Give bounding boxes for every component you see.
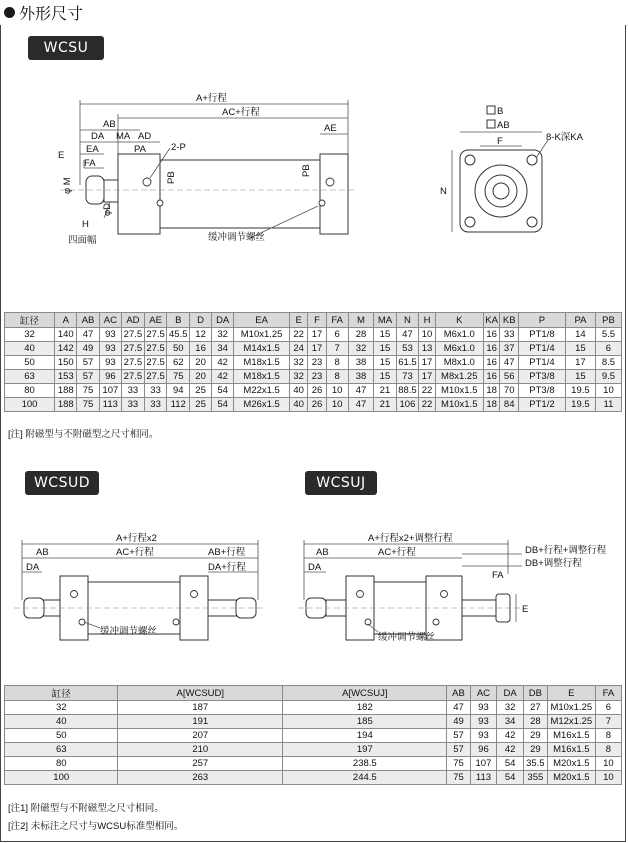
table-header-cell: N (396, 313, 419, 328)
table-header-cell: EA (234, 313, 290, 328)
table-cell: 8 (595, 729, 621, 743)
dim-fa: FA (84, 158, 96, 169)
table-cell: 47 (348, 398, 374, 412)
table-cell: 9.5 (595, 370, 621, 384)
table-cell: 50 (5, 356, 55, 370)
table-cell: 8 (326, 370, 348, 384)
table-cell: 47 (447, 701, 470, 715)
wcsud-dim-da-stroke: DA+行程 (208, 562, 246, 573)
table-cell: 22 (419, 384, 436, 398)
table-cell: 257 (118, 757, 283, 771)
table-cell: 188 (55, 384, 77, 398)
table-cell: 26 (308, 398, 326, 412)
table-row (5, 715, 622, 729)
table-header-cell: DA (497, 686, 523, 701)
table-cell: 80 (5, 384, 55, 398)
wcsu-end-drawing (430, 100, 590, 240)
table-cell: 47 (500, 356, 519, 370)
wcsud-note-1: [注1] 附磁型与不附磁型之尺寸相同。 (8, 803, 164, 814)
table-cell: 29 (523, 743, 547, 757)
table-cell: 54 (497, 757, 523, 771)
table-cell: 15 (374, 370, 396, 384)
wcsud-dim-ac-stroke: AC+行程 (116, 547, 154, 558)
table-cell: 19.5 (565, 398, 595, 412)
table-row (5, 328, 622, 342)
table-cell: 19.5 (565, 384, 595, 398)
table-cell: 33 (144, 398, 167, 412)
table-cell: 27.5 (122, 342, 145, 356)
table-cell: M10x1.25 (547, 701, 595, 715)
table-cell: M10x1.5 (435, 384, 483, 398)
dim-pa: PA (134, 144, 146, 155)
table-cell: 22 (419, 398, 436, 412)
table-cell: 16 (190, 342, 212, 356)
table-cell: 10 (326, 398, 348, 412)
table-cell: 10 (595, 771, 621, 785)
table-cell: 27.5 (144, 356, 167, 370)
dim-2p: 2-P (171, 142, 186, 153)
table-cell: 153 (55, 370, 77, 384)
table-header-cell: E (289, 313, 307, 328)
dim-ma: MA (116, 131, 131, 142)
table-cell: 38 (348, 370, 374, 384)
cushion-screw-label: 缓冲调节螺丝 (208, 232, 266, 243)
table-header-cell: B (167, 313, 190, 328)
table-cell: 10 (326, 384, 348, 398)
table-cell: 53 (396, 342, 419, 356)
table-cell: 49 (77, 342, 99, 356)
table-cell: 11 (595, 398, 621, 412)
table-row (5, 757, 622, 771)
table-cell: M20x1.5 (547, 757, 595, 771)
table-cell: M16x1.5 (547, 743, 595, 757)
table-cell: 14 (565, 328, 595, 342)
table-cell: 22 (289, 328, 307, 342)
table-cell: 12 (190, 328, 212, 342)
dim-phi-m: φ M (62, 177, 73, 194)
table-cell: 62 (167, 356, 190, 370)
dim-ad: AD (138, 131, 152, 142)
table-header-cell: F (308, 313, 326, 328)
wcsud-cushion-label: 缓冲调节螺丝 (100, 626, 158, 637)
table-cell: 88.5 (396, 384, 419, 398)
dim-pb-right: PB (301, 164, 312, 177)
table-header-cell: AB (447, 686, 470, 701)
table-cell: M6x1.0 (435, 328, 483, 342)
wcsuj-dim-fa: FA (492, 570, 504, 581)
table-cell: 93 (470, 715, 497, 729)
table-cell: 33 (500, 328, 519, 342)
wcsud-wcsuj-dimension-table (4, 685, 622, 785)
table-cell: 32 (348, 342, 374, 356)
table-header-cell: 缸径 (5, 313, 55, 328)
table-cell: 107 (99, 384, 121, 398)
table-row (5, 771, 622, 785)
table-cell: 47 (396, 328, 419, 342)
dim-pb-left: PB (166, 171, 177, 184)
table-header-cell: PA (565, 313, 595, 328)
table-cell: 5.5 (595, 328, 621, 342)
table-cell: 75 (447, 771, 470, 785)
table-cell: 187 (118, 701, 283, 715)
dim-ac-stroke: AC+行程 (222, 107, 260, 118)
table-cell: 93 (99, 328, 121, 342)
table-header-cell: AD (122, 313, 145, 328)
wcsuj-dim-da: DA (308, 562, 322, 573)
table-header-cell: KA (483, 313, 500, 328)
table-cell: PT1/4 (518, 342, 565, 356)
table-header-cell: MA (374, 313, 396, 328)
table-cell: 42 (497, 729, 523, 743)
table-cell: 28 (348, 328, 374, 342)
wcsuj-dim-a-stroke: A+行程x2+调整行程 (368, 533, 453, 544)
table-header-cell: P (518, 313, 565, 328)
table-cell: 70 (500, 384, 519, 398)
table-cell: 16 (483, 356, 500, 370)
table-header-cell: A[WCSUD] (118, 686, 283, 701)
wcsu-dimension-table (4, 312, 622, 412)
wcsuj-dim-ab: AB (316, 547, 329, 558)
table-cell: 37 (500, 342, 519, 356)
table-cell: 93 (99, 342, 121, 356)
table-cell: 25 (190, 398, 212, 412)
table-cell: PT1/4 (518, 356, 565, 370)
wcsud-drawing (0, 530, 300, 650)
table-cell: 15 (565, 342, 595, 356)
table-cell: 17 (565, 356, 595, 370)
table-cell: M6x1.0 (435, 342, 483, 356)
table-cell: M16x1.5 (547, 729, 595, 743)
wcsud-dim-da: DA (26, 562, 40, 573)
wcsu-note: [注] 附磁型与不附磁型之尺寸相同。 (8, 429, 159, 440)
table-cell: 54 (212, 384, 234, 398)
table-cell: 107 (470, 757, 497, 771)
table-cell: 42 (497, 743, 523, 757)
table-cell: 17 (419, 356, 436, 370)
table-cell: M22x1.5 (234, 384, 290, 398)
table-row (5, 701, 622, 715)
wcsuj-dim-e: E (522, 604, 529, 615)
table-cell: 56 (500, 370, 519, 384)
table-header-cell: 缸径 (5, 686, 118, 701)
table-cell: M12x1.25 (547, 715, 595, 729)
table-row (5, 729, 622, 743)
table-cell: PT3/8 (518, 384, 565, 398)
table-header-cell: A[WCSUJ] (283, 686, 447, 701)
table-cell: 6 (595, 342, 621, 356)
table-cell: 185 (283, 715, 447, 729)
table-cell: 50 (167, 342, 190, 356)
table-cell: 29 (523, 729, 547, 743)
table-cell: 140 (55, 328, 77, 342)
table-cell: 32 (289, 370, 307, 384)
table-cell: 32 (5, 701, 118, 715)
table-cell: 28 (523, 715, 547, 729)
table-cell: 142 (55, 342, 77, 356)
table-cell: 57 (77, 370, 99, 384)
table-cell: 15 (565, 370, 595, 384)
table-cell: 355 (523, 771, 547, 785)
table-cell: 24 (289, 342, 307, 356)
table-cell: 35.5 (523, 757, 547, 771)
table-header-cell: H (419, 313, 436, 328)
table-cell: 15 (374, 356, 396, 370)
table-cell: 61.5 (396, 356, 419, 370)
table-cell: 8.5 (595, 356, 621, 370)
table-header-cell: E (547, 686, 595, 701)
dim-ab: AB (103, 119, 116, 130)
table-cell: 17 (419, 370, 436, 384)
table-cell: 182 (283, 701, 447, 715)
dim-phi-d: φD (102, 202, 113, 216)
table-header-cell: AC (99, 313, 121, 328)
table-cell: 32 (212, 328, 234, 342)
wcsud-dim-a-stroke2: A+行程x2 (116, 533, 157, 544)
table-cell: PT3/8 (518, 370, 565, 384)
dim-k-ka: 8-K深KA (546, 132, 583, 143)
model-tag-wcsu: WCSU (28, 36, 104, 60)
table-cell: 57 (447, 743, 470, 757)
wcsud-dim-ab-stroke: AB+行程 (208, 547, 246, 558)
table-cell: 16 (483, 328, 500, 342)
wcsuj-cushion-label: 缓冲调节螺丝 (378, 632, 436, 643)
table-header-cell: D (190, 313, 212, 328)
table-cell: 27 (523, 701, 547, 715)
table-cell: 113 (470, 771, 497, 785)
table-cell: 40 (5, 715, 118, 729)
table-cell: 18 (483, 384, 500, 398)
table-cell: 10 (595, 757, 621, 771)
wcsuj-dim-ac-stroke: AC+行程 (378, 547, 416, 558)
table-cell: PT1/2 (518, 398, 565, 412)
table-cell: 207 (118, 729, 283, 743)
table-header-cell: PB (595, 313, 621, 328)
table-cell: 27.5 (144, 370, 167, 384)
table-cell: 47 (348, 384, 374, 398)
table-cell: M26x1.5 (234, 398, 290, 412)
table-cell: 27.5 (122, 328, 145, 342)
table-cell: 73 (396, 370, 419, 384)
table-cell: 57 (77, 356, 99, 370)
table-header-cell: KB (500, 313, 519, 328)
page-title (4, 1, 83, 24)
table-cell: M8x1.25 (435, 370, 483, 384)
table-cell: 17 (308, 342, 326, 356)
dim-f: F (497, 136, 503, 147)
table-cell: 32 (5, 328, 55, 342)
table-cell: 16 (483, 370, 500, 384)
table-cell: 26 (308, 384, 326, 398)
table-cell: 18 (483, 398, 500, 412)
table-cell: 6 (326, 328, 348, 342)
table-cell: 27.5 (122, 370, 145, 384)
dim-e: E (58, 150, 65, 161)
table-cell: 27.5 (144, 342, 167, 356)
table-cell: 244.5 (283, 771, 447, 785)
wcsuj-dim-db-adj: DB+调整行程 (525, 558, 582, 569)
model-tag-wcsud: WCSUD (25, 471, 99, 495)
table-cell: 10 (419, 328, 436, 342)
table-cell: 7 (595, 715, 621, 729)
table-header-cell: DA (212, 313, 234, 328)
table-cell: 63 (5, 743, 118, 757)
table-cell: 27.5 (122, 356, 145, 370)
dim-ae: AE (324, 123, 337, 134)
table-cell: 33 (144, 384, 167, 398)
table-header-cell: AB (77, 313, 99, 328)
table-cell: 33 (122, 384, 145, 398)
table-cell: 113 (99, 398, 121, 412)
table-cell: 21 (374, 384, 396, 398)
table-cell: 42 (212, 370, 234, 384)
table-cell: 94 (167, 384, 190, 398)
table-cell: 33 (122, 398, 145, 412)
table-cell: 32 (289, 356, 307, 370)
table-cell: 197 (283, 743, 447, 757)
table-cell: 10 (595, 384, 621, 398)
table-cell: 17 (308, 328, 326, 342)
table-cell: 63 (5, 370, 55, 384)
table-cell: M10x1.25 (234, 328, 290, 342)
table-cell: M10x1.5 (435, 398, 483, 412)
table-cell: 15 (374, 342, 396, 356)
table-cell: 263 (118, 771, 283, 785)
table-cell: 32 (497, 701, 523, 715)
table-header-cell: FA (595, 686, 621, 701)
dim-da: DA (91, 131, 105, 142)
table-cell: 47 (77, 328, 99, 342)
table-cell: 210 (118, 743, 283, 757)
wcsud-dim-ab: AB (36, 547, 49, 558)
table-cell: 21 (374, 398, 396, 412)
table-cell: 96 (99, 370, 121, 384)
table-cell: 93 (99, 356, 121, 370)
table-cell: 150 (55, 356, 77, 370)
table-cell: M18x1.5 (234, 370, 290, 384)
table-cell: 23 (308, 356, 326, 370)
table-cell: M14x1.5 (234, 342, 290, 356)
table-cell: 20 (190, 370, 212, 384)
table-cell: 75 (77, 398, 99, 412)
table-cell: M20x1.5 (547, 771, 595, 785)
table-cell: 100 (5, 771, 118, 785)
table-row (5, 398, 622, 412)
table-cell: 49 (447, 715, 470, 729)
table-row (5, 743, 622, 757)
wcsuj-drawing (296, 530, 626, 654)
table-cell: 25 (190, 384, 212, 398)
page-title-text: 外形尺寸 (19, 4, 84, 23)
table-cell: 75 (447, 757, 470, 771)
dim-four-face: 四面幅 (68, 235, 97, 246)
dim-square-b: B (497, 106, 504, 117)
dim-h: H (82, 219, 89, 230)
table-row (5, 342, 622, 356)
table-header-cell: FA (326, 313, 348, 328)
table-cell: 100 (5, 398, 55, 412)
table-cell: 106 (396, 398, 419, 412)
table-cell: 15 (374, 328, 396, 342)
table-header-cell: AC (470, 686, 497, 701)
table-row (5, 356, 622, 370)
table-cell: 13 (419, 342, 436, 356)
table-cell: 6 (595, 701, 621, 715)
table-cell: 75 (77, 384, 99, 398)
table-cell: 42 (212, 356, 234, 370)
table-cell: 27.5 (144, 328, 167, 342)
table-cell: 80 (5, 757, 118, 771)
table-cell: 54 (497, 771, 523, 785)
table-row (5, 370, 622, 384)
bullet-icon (4, 7, 15, 18)
table-cell: 188 (55, 398, 77, 412)
table-cell: 16 (483, 342, 500, 356)
table-cell: 191 (118, 715, 283, 729)
table-cell: 57 (447, 729, 470, 743)
table-cell: 84 (500, 398, 519, 412)
table-cell: 93 (470, 729, 497, 743)
table-cell: 45.5 (167, 328, 190, 342)
table-cell: 34 (212, 342, 234, 356)
table-cell: M8x1.0 (435, 356, 483, 370)
table-cell: 34 (497, 715, 523, 729)
dim-n: N (440, 186, 447, 197)
dim-ea: EA (86, 144, 99, 155)
table-header-cell: K (435, 313, 483, 328)
table-cell: M18x1.5 (234, 356, 290, 370)
table-cell: 38 (348, 356, 374, 370)
table-cell: 20 (190, 356, 212, 370)
table-cell: 8 (595, 743, 621, 757)
table-cell: 7 (326, 342, 348, 356)
table-cell: 50 (5, 729, 118, 743)
table-cell: 40 (289, 398, 307, 412)
dim-a-stroke: A+行程 (196, 93, 227, 104)
wcsuj-dim-db-stroke: DB+行程+调整行程 (525, 545, 607, 556)
dim-square-ab: AB (497, 120, 510, 131)
table-header-cell: DB (523, 686, 547, 701)
table-header-cell: M (348, 313, 374, 328)
table-cell: 8 (326, 356, 348, 370)
table-cell: PT1/8 (518, 328, 565, 342)
table-header-cell: A (55, 313, 77, 328)
table-cell: 54 (212, 398, 234, 412)
wcsud-note-2: [注2] 未标注之尺寸与WCSU标准型相同。 (8, 821, 184, 832)
table-cell: 194 (283, 729, 447, 743)
table-cell: 75 (167, 370, 190, 384)
table-cell: 23 (308, 370, 326, 384)
table-cell: 40 (5, 342, 55, 356)
model-tag-wcsuj: WCSUJ (305, 471, 377, 495)
table-cell: 93 (470, 701, 497, 715)
table-cell: 96 (470, 743, 497, 757)
table-cell: 238.5 (283, 757, 447, 771)
table-cell: 112 (167, 398, 190, 412)
table-header-cell: AE (144, 313, 167, 328)
table-cell: 40 (289, 384, 307, 398)
table-row (5, 384, 622, 398)
